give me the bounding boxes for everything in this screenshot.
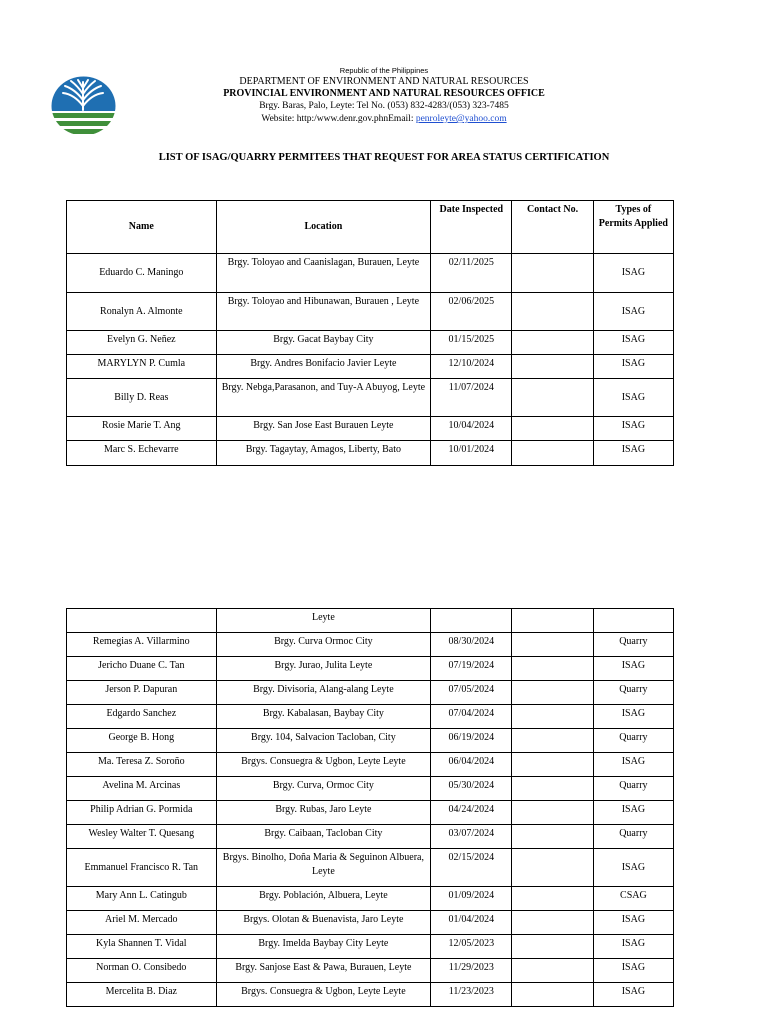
- cell-name: Ronalyn A. Almonte: [67, 293, 217, 331]
- cell-contact-no: [512, 887, 593, 911]
- cell-location: Brgy. Caibaan, Tacloban City: [216, 825, 431, 849]
- cell-permit-type: ISAG: [593, 417, 673, 441]
- table-row: [67, 849, 674, 887]
- table-row: [67, 633, 674, 657]
- contact-line: [0, 113, 768, 125]
- email-link[interactable]: penroleyte@yahoo.com: [415, 114, 507, 124]
- cell-date-inspected: 02/15/2024: [431, 849, 512, 887]
- cell-location: Brgy. Andres Bonifacio Javier Leyte: [216, 355, 431, 379]
- cell-permit-type: ISAG: [593, 959, 673, 983]
- table-row: [67, 331, 674, 355]
- cell-contact-no: [512, 417, 593, 441]
- letterhead: [0, 66, 768, 125]
- republic-line: Republic of the Philippines: [339, 66, 429, 75]
- table-row: [67, 657, 674, 681]
- table-row: [67, 729, 674, 753]
- cell-name: Ma. Teresa Z. Soroño: [67, 753, 217, 777]
- cell-location: Brgy. Sanjose East & Pawa, Burauen, Leyte: [216, 959, 431, 983]
- permittees-table-continued: [66, 608, 674, 1007]
- cell-contact-no: [512, 681, 593, 705]
- cell-permit-type: ISAG: [593, 441, 673, 466]
- cell-contact-no: [512, 355, 593, 379]
- cell-permit-type: Quarry: [593, 825, 673, 849]
- cell-date-inspected: 06/04/2024: [431, 753, 512, 777]
- table-row: [67, 777, 674, 801]
- cell-name: Wesley Walter T. Quesang: [67, 825, 217, 849]
- cell-location: Brgy. Curva, Ormoc City: [216, 777, 431, 801]
- cell-contact-no: [512, 657, 593, 681]
- website-text: Website: http:/www.denr.gov.phnEmail:: [261, 114, 416, 124]
- cell-permit-type: ISAG: [593, 753, 673, 777]
- cell-name: Kyla Shannen T. Vidal: [67, 935, 217, 959]
- cell-location: Brgy. Toloyao and Hibunawan, Burauen , Leyte: [216, 293, 431, 331]
- table-row: [67, 983, 674, 1007]
- cell-date-inspected: 06/19/2024: [431, 729, 512, 753]
- cell-date-inspected: 03/07/2024: [431, 825, 512, 849]
- table-row: [67, 825, 674, 849]
- header-contact-no: Contact No.: [512, 201, 593, 254]
- cell-name: Mary Ann L. Catingub: [67, 887, 217, 911]
- cell-name: Emmanuel Francisco R. Tan: [67, 849, 217, 887]
- cell-name: Norman O. Consibedo: [67, 959, 217, 983]
- cell-contact-no: [512, 825, 593, 849]
- cell-name: Marc S. Echevarre: [67, 441, 217, 466]
- cell-name: Philip Adrian G. Pormida: [67, 801, 217, 825]
- cell-location: Brgy. Imelda Baybay City Leyte: [216, 935, 431, 959]
- cell-date-inspected: 07/04/2024: [431, 705, 512, 729]
- table-row: [67, 935, 674, 959]
- table-row: [67, 753, 674, 777]
- cell-permit-type: ISAG: [593, 293, 673, 331]
- cell-permit-type: ISAG: [593, 935, 673, 959]
- cell-contact-no: [512, 331, 593, 355]
- cell-location: Brgy. 104, Salvacion Tacloban, City: [216, 729, 431, 753]
- cell-permit-type: ISAG: [593, 983, 673, 1007]
- cell-contact-no: [512, 849, 593, 887]
- cell-name: Remegias A. Villarmino: [67, 633, 217, 657]
- cell-date-inspected: 01/09/2024: [431, 887, 512, 911]
- cell-contact-no: [512, 935, 593, 959]
- cell-contact-no: [512, 705, 593, 729]
- cell-location: Brgy. Divisoria, Alang-alang Leyte: [216, 681, 431, 705]
- cell-contact-no: [512, 441, 593, 466]
- cell-date-inspected: 02/06/2025: [431, 293, 512, 331]
- cell-date-inspected: 07/19/2024: [431, 657, 512, 681]
- cell-date-inspected: 07/05/2024: [431, 681, 512, 705]
- cell-permit-type: CSAG: [593, 887, 673, 911]
- cell-contact-no: [512, 254, 593, 293]
- cell-name: Edgardo Sanchez: [67, 705, 217, 729]
- cell-location: Brgy. Nebga,Parasanon, and Tuy-A Abuyog, Leyte: [216, 379, 431, 417]
- cell-contact-no: [512, 293, 593, 331]
- cell-name: George B. Hong: [67, 729, 217, 753]
- cell-permit-type: ISAG: [593, 849, 673, 887]
- cell-name: Evelyn G. Neñez: [67, 331, 217, 355]
- cell-contact-no: [512, 729, 593, 753]
- cell-permit-type: ISAG: [593, 355, 673, 379]
- cell-name: Avelina M. Arcinas: [67, 777, 217, 801]
- cell-date-inspected: 11/23/2023: [431, 983, 512, 1007]
- cell-permit-type: ISAG: [593, 705, 673, 729]
- table-row: [67, 609, 674, 633]
- cell-date-inspected: 10/01/2024: [431, 441, 512, 466]
- table-row: [67, 417, 674, 441]
- cell-location: Brgy. Jurao, Julita Leyte: [216, 657, 431, 681]
- cell-permit-type: Quarry: [593, 729, 673, 753]
- cell-permit-type: ISAG: [593, 379, 673, 417]
- cell-name: Rosie Marie T. Ang: [67, 417, 217, 441]
- cell-date-inspected: 11/07/2024: [431, 379, 512, 417]
- cell-contact-no: [512, 379, 593, 417]
- cell-date-inspected: 10/04/2024: [431, 417, 512, 441]
- cell-location: Brgy. Kabalasan, Baybay City: [216, 705, 431, 729]
- cell-name: Jerson P. Dapuran: [67, 681, 217, 705]
- cell-location: Brgy. Rubas, Jaro Leyte: [216, 801, 431, 825]
- table-row: [67, 355, 674, 379]
- cell-name: Ariel M. Mercado: [67, 911, 217, 935]
- office-name: PROVINCIAL ENVIRONMENT AND NATURAL RESOURCES OFFICE: [223, 88, 545, 99]
- cell-name: [67, 609, 217, 633]
- cell-date-inspected: [431, 609, 512, 633]
- cell-location: Brgy. Tagaytay, Amagos, Liberty, Bato: [216, 441, 431, 466]
- table-row: [67, 887, 674, 911]
- department-name: DEPARTMENT OF ENVIRONMENT AND NATURAL RESOURCES: [239, 76, 529, 87]
- table-row: [67, 911, 674, 935]
- cell-name: Jericho Duane C. Tan: [67, 657, 217, 681]
- cell-date-inspected: 11/29/2023: [431, 959, 512, 983]
- table-row: [67, 293, 674, 331]
- table-row: [67, 379, 674, 417]
- table-row: [67, 705, 674, 729]
- header-date-inspected: Date Inspected: [431, 201, 512, 254]
- cell-contact-no: [512, 911, 593, 935]
- cell-contact-no: [512, 609, 593, 633]
- cell-contact-no: [512, 633, 593, 657]
- cell-contact-no: [512, 983, 593, 1007]
- cell-permit-type: Quarry: [593, 633, 673, 657]
- cell-permit-type: ISAG: [593, 254, 673, 293]
- cell-name: Billy D. Reas: [67, 379, 217, 417]
- cell-date-inspected: 05/30/2024: [431, 777, 512, 801]
- table-row: [67, 441, 674, 466]
- permittees-table: [66, 200, 674, 466]
- cell-location: Brgy. Población, Albuera, Leyte: [216, 887, 431, 911]
- cell-date-inspected: 12/05/2023: [431, 935, 512, 959]
- cell-permit-type: ISAG: [593, 911, 673, 935]
- cell-contact-no: [512, 801, 593, 825]
- cell-location: Leyte: [216, 609, 431, 633]
- table-row: [67, 959, 674, 983]
- header-location: Location: [216, 201, 431, 254]
- table-row: [67, 801, 674, 825]
- cell-name: MARYLYN P. Cumla: [67, 355, 217, 379]
- cell-location: Brgys. Olotan & Buenavista, Jaro Leyte: [216, 911, 431, 935]
- table-row: [67, 254, 674, 293]
- cell-location: Brgy. Curva Ormoc City: [216, 633, 431, 657]
- cell-permit-type: ISAG: [593, 657, 673, 681]
- office-address: Brgy. Baras, Palo, Leyte: Tel No. (053) 832-4283/(053) 323-7485: [259, 101, 509, 111]
- header-name: Name: [67, 201, 217, 254]
- cell-location: Brgy. San Jose East Burauen Leyte: [216, 417, 431, 441]
- cell-location: Brgy. Toloyao and Caanislagan, Burauen, Leyte: [216, 254, 431, 293]
- document-title: LIST OF ISAG/QUARRY PERMITEES THAT REQUEST FOR AREA STATUS CERTIFICATION: [158, 152, 610, 163]
- cell-contact-no: [512, 753, 593, 777]
- cell-location: Brgys. Binolho, Doña Maria & Seguinon Albuera, Leyte: [216, 849, 431, 887]
- cell-permit-type: [593, 609, 673, 633]
- cell-date-inspected: 08/30/2024: [431, 633, 512, 657]
- cell-name: Eduardo C. Maningo: [67, 254, 217, 293]
- table-row: [67, 681, 674, 705]
- cell-permit-type: ISAG: [593, 801, 673, 825]
- cell-date-inspected: 01/04/2024: [431, 911, 512, 935]
- cell-contact-no: [512, 777, 593, 801]
- cell-date-inspected: 12/10/2024: [431, 355, 512, 379]
- cell-permit-type: Quarry: [593, 777, 673, 801]
- cell-permit-type: ISAG: [593, 331, 673, 355]
- cell-contact-no: [512, 959, 593, 983]
- header-types-of-permits: Types of Permits Applied: [593, 201, 673, 254]
- cell-date-inspected: 02/11/2025: [431, 254, 512, 293]
- table-header-row: [67, 201, 674, 254]
- cell-location: Brgys. Consuegra & Ugbon, Leyte Leyte: [216, 983, 431, 1007]
- cell-date-inspected: 04/24/2024: [431, 801, 512, 825]
- cell-date-inspected: 01/15/2025: [431, 331, 512, 355]
- cell-name: Mercelita B. Diaz: [67, 983, 217, 1007]
- cell-location: Brgys. Consuegra & Ugbon, Leyte Leyte: [216, 753, 431, 777]
- cell-location: Brgy. Gacat Baybay City: [216, 331, 431, 355]
- cell-permit-type: Quarry: [593, 681, 673, 705]
